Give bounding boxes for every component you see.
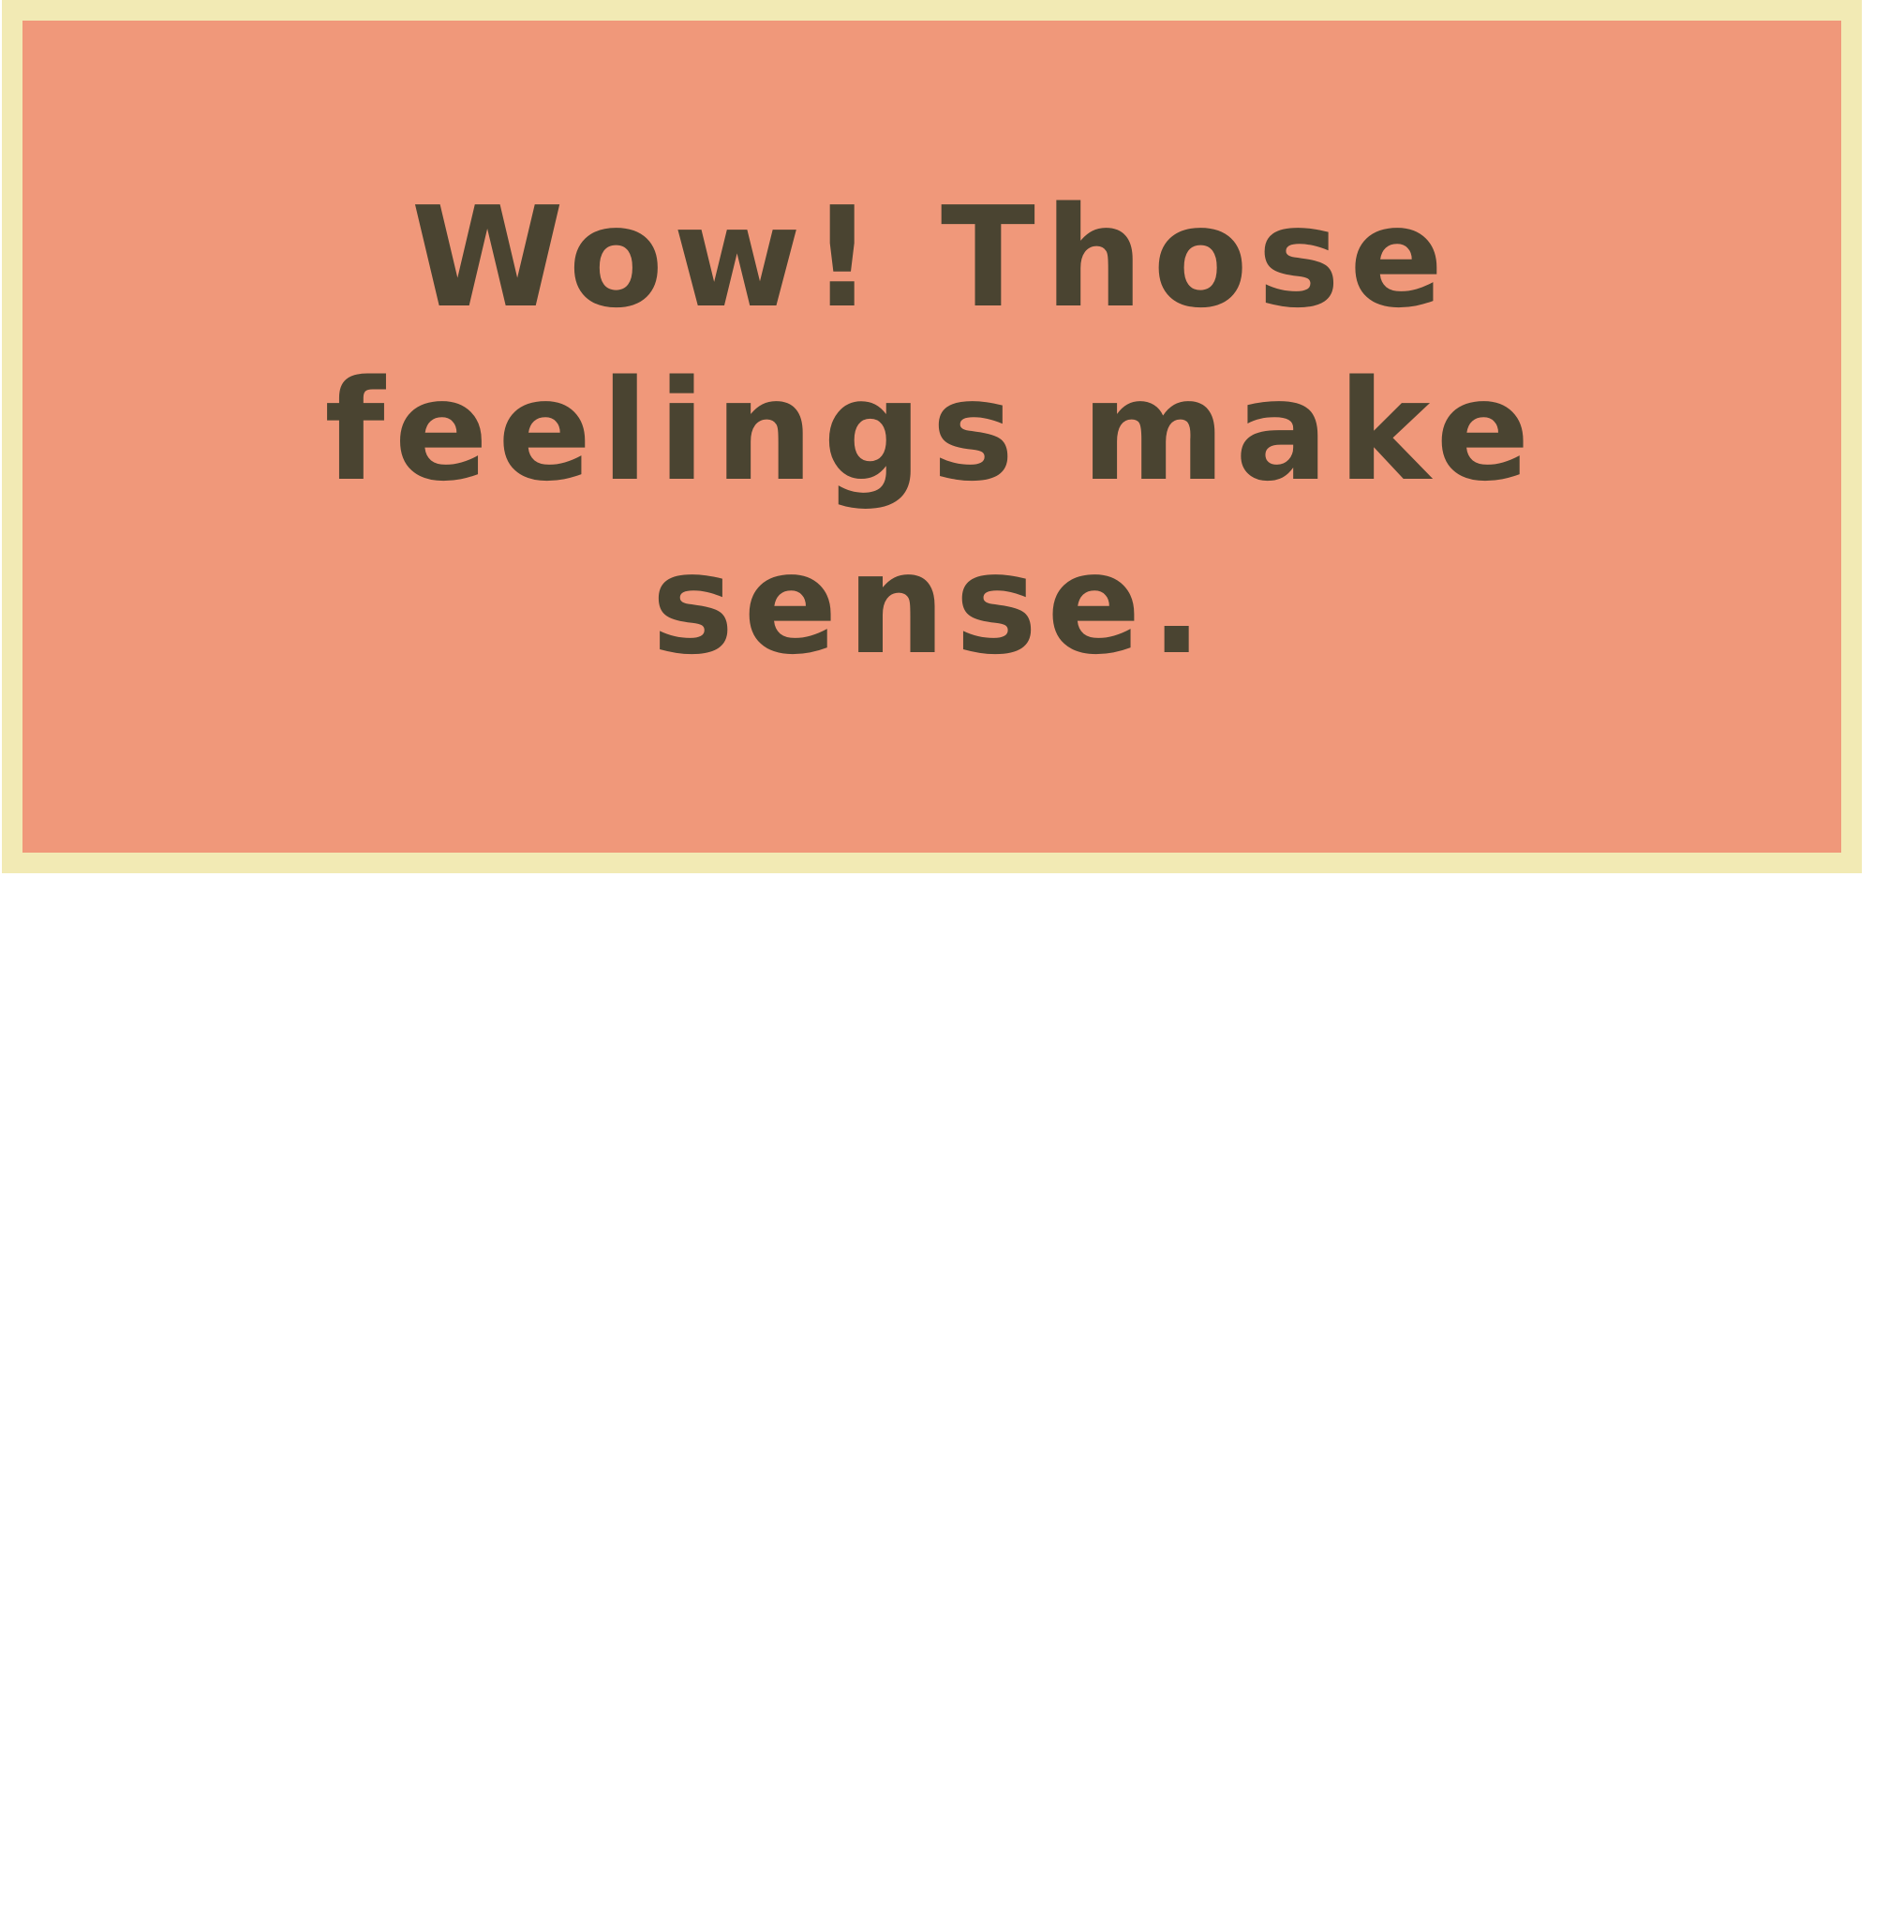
feedback-message: Wow! Those feelings make sense. [324,176,1540,685]
feedback-card [2,0,1862,873]
